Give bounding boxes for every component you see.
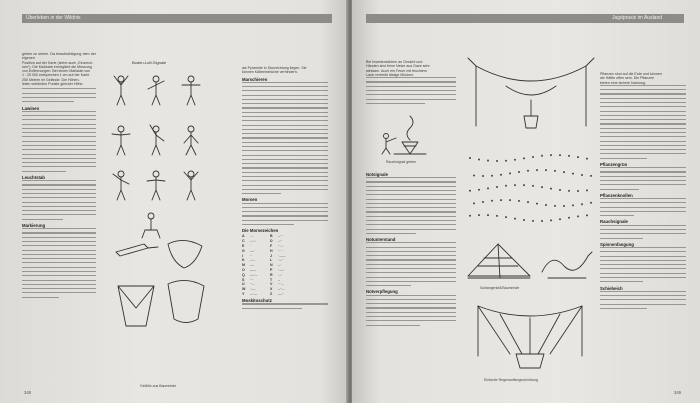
morse-code: –·	[278, 263, 282, 268]
signal-dot	[545, 169, 547, 171]
morse-letter: W	[242, 287, 246, 292]
signal-dot	[572, 173, 574, 175]
morse-letter: Z	[270, 292, 273, 297]
rind-vessel-1	[168, 240, 202, 268]
left-text-block	[22, 88, 96, 102]
signal-dot	[541, 155, 543, 157]
morse-code: ·––	[250, 287, 256, 292]
schiebeich-text	[600, 291, 686, 309]
left-intro-line: Position auf der Karte (siehe auch „Einzeich-	[22, 60, 94, 65]
right-column2-intro	[600, 72, 686, 85]
ground-air-signals-figure	[106, 64, 226, 374]
morse-letter: A	[242, 234, 245, 239]
morse-letter: R	[270, 272, 273, 277]
left-intro-line: von Entfernungen. Bei einem Maßstab von	[22, 69, 91, 74]
column3-intro-line: können Kälteeinbrüche verhindern.	[242, 70, 298, 75]
signal-dot	[563, 171, 565, 173]
morse-letter: Q	[242, 272, 245, 277]
figure-title-signals: Boden-Luft-Signale	[132, 60, 167, 65]
morse-letter: Y	[242, 292, 245, 297]
heading-spinnenfangung: Spinnenfangung	[600, 241, 634, 247]
morse-code: ––··	[278, 292, 285, 297]
right-intro-more	[366, 77, 456, 104]
pflanzenknollen-text	[600, 198, 686, 216]
signal-dot	[523, 157, 525, 159]
morse-code: ––	[250, 263, 254, 268]
notunterstand-text	[366, 242, 456, 286]
signal-dot	[541, 220, 543, 222]
signal-dot	[563, 205, 565, 207]
heading-notsignale: Notsignale	[366, 172, 388, 177]
heading-marschieren: Marschieren	[242, 76, 268, 82]
morse-letter: O	[242, 268, 245, 273]
heading-morsen: Morsen	[242, 197, 258, 203]
signal-dot	[572, 204, 574, 206]
heading-moskitoschutz: Moskitoschutz	[242, 298, 272, 304]
signal-dot	[590, 202, 592, 204]
heading-pflanzenknollen: Pflanzenknollen	[600, 192, 633, 198]
signal-dot	[581, 174, 583, 176]
signal-dot	[487, 187, 489, 189]
signal-figures	[112, 76, 200, 238]
shelter-sketch	[464, 236, 534, 284]
signal-dot	[541, 186, 543, 188]
morse-letter: C	[242, 239, 245, 244]
morse-letter: T	[270, 277, 273, 282]
marschieren-text	[242, 82, 328, 194]
rauchsignale-text	[600, 225, 686, 239]
morse-letter: P	[270, 268, 273, 273]
left-intro-text	[22, 52, 96, 86]
morse-letter: U	[242, 282, 245, 287]
knife-drawing	[116, 244, 158, 256]
morse-code: ··–	[250, 282, 255, 287]
right-col2-intro-line: bieten eine sichere Nahrung.	[600, 80, 646, 85]
signal-dot	[550, 154, 552, 156]
heading-rauchsignale: Rauchsignale	[600, 219, 628, 225]
signal-dot	[536, 169, 538, 171]
morse-code: –··	[278, 239, 283, 244]
signal-dot	[509, 172, 511, 174]
snake-sketch	[538, 242, 596, 282]
left-page	[0, 0, 348, 403]
signal-dot	[500, 199, 502, 201]
heading-notunterstand: Notunterstand	[366, 237, 396, 243]
caption-smoke-signal: Rauchsignal geben	[386, 160, 416, 164]
signal-dot	[500, 174, 502, 176]
heading-leuchtstab: Leuchtstab	[22, 174, 45, 180]
signal-dot	[487, 214, 489, 216]
signal-dot	[550, 188, 552, 190]
signal-dot	[550, 219, 552, 221]
signal-dot	[577, 156, 579, 158]
signal-dot	[514, 184, 516, 186]
signal-dot	[491, 200, 493, 202]
rain-catcher-figure	[470, 296, 590, 376]
left-intro-line: 1 : 25 000 entsprechen 1 cm auf der Karte	[22, 73, 90, 78]
morse-letter: I	[242, 253, 243, 258]
signal-dot	[581, 203, 583, 205]
column3-intro	[242, 66, 328, 75]
right-column-2	[600, 72, 686, 312]
signal-dot	[527, 170, 529, 172]
spinnenfangung-text	[600, 247, 686, 282]
tarp-shelter-figure	[466, 56, 596, 146]
right-page	[352, 0, 700, 403]
left-intro-line: gehen zu sehen. Da beaufsichtigung dem der eigenen	[22, 52, 96, 61]
morse-code: –	[278, 277, 280, 282]
morse-code: ·––·	[278, 268, 285, 273]
right-page-number: 349	[674, 390, 681, 395]
left-intro-line: 250 Metern im Gelände. Die Höhen-	[22, 77, 80, 82]
signal-dot	[559, 218, 561, 220]
right-column-1-lower	[366, 170, 456, 329]
right-column-1	[366, 60, 456, 107]
right-intro-line: Laub vertreibt lästige Mücken.	[366, 72, 414, 77]
caption-rain-catcher: Einfache Regenauffangvorrichtung	[484, 378, 538, 382]
morse-code: –··–	[278, 287, 285, 292]
signal-dot	[509, 199, 511, 201]
morse-code: ·–·	[278, 272, 283, 277]
signal-dot	[577, 190, 579, 192]
morse-code: ··–·	[278, 244, 284, 249]
morse-letter: L	[270, 258, 273, 263]
signal-dot	[496, 160, 498, 162]
signal-dot	[568, 155, 570, 157]
signal-dot	[532, 156, 534, 158]
morse-letter: N	[270, 263, 273, 268]
signal-dot	[505, 160, 507, 162]
right-col2-text	[600, 85, 686, 159]
signal-dot	[568, 190, 570, 192]
right-col2-intro-line: Pflanzen sind auf die Erde und können	[600, 72, 662, 76]
heading-markierung: Markierung	[22, 222, 46, 228]
morse-letter: B	[270, 234, 273, 239]
leuchtstab-text	[22, 180, 96, 220]
signal-dot	[527, 201, 529, 203]
morse-code: –·––	[250, 292, 258, 297]
morsen-text	[242, 203, 328, 226]
morse-code: –·–	[250, 258, 256, 263]
signal-dot	[482, 201, 484, 203]
morse-code: ––·	[250, 248, 256, 253]
figure-caption-rind: Gefäße aus Baumrinde	[140, 384, 177, 388]
right-intro-line: Händen sind feine Netze aus Gaze sehr	[366, 64, 430, 69]
morse-code: –––	[250, 268, 256, 273]
signal-dot	[559, 154, 561, 156]
signal-dot	[478, 214, 480, 216]
signal-dot	[478, 158, 480, 160]
morse-code: ·–––	[278, 253, 286, 258]
notsignale-text	[366, 177, 456, 234]
signal-dot	[518, 200, 520, 202]
right-intro-line: wirksam. Auch ein Feuer mit feuchtem	[366, 68, 427, 73]
lawinen-text	[22, 111, 96, 172]
morse-code: –·–·	[250, 239, 257, 244]
signal-dot	[577, 215, 579, 217]
markierung-text	[22, 228, 96, 298]
left-column-1	[22, 52, 96, 301]
morse-code: ––·–	[250, 272, 258, 277]
morse-letter: D	[270, 239, 273, 244]
signal-dot	[559, 189, 561, 191]
morse-letter: S	[242, 277, 245, 282]
morse-code: ·	[250, 244, 252, 249]
signal-dot	[514, 159, 516, 161]
morse-letter: X	[270, 287, 273, 292]
signal-dot	[554, 205, 556, 207]
right-page-header: Jagdpraxis im Ausland	[612, 15, 663, 21]
signal-dot	[478, 189, 480, 191]
morse-code: –···	[278, 234, 284, 239]
signal-dot	[487, 160, 489, 162]
heading-morsezeichen: Die Morsezeichen	[242, 228, 279, 234]
morse-letter: M	[242, 263, 245, 268]
signal-dot	[518, 171, 520, 173]
morse-code: ···	[250, 277, 254, 282]
signal-dot	[532, 220, 534, 222]
morse-code: ··	[250, 253, 253, 258]
signal-dot	[496, 186, 498, 188]
heading-schiebeich: Schiebeich	[600, 285, 623, 291]
morse-letter: E	[242, 244, 245, 249]
notverpflegung-text	[366, 295, 456, 326]
left-page-header: Überleben in der Wildnis	[26, 15, 81, 21]
morse-letter: J	[270, 253, 272, 258]
signal-dot	[505, 185, 507, 187]
signal-dot	[523, 219, 525, 221]
morse-letter: H	[270, 248, 273, 253]
moskitoschutz-text	[242, 303, 328, 308]
morse-code: ·–··	[278, 258, 284, 263]
morse-code: ·–	[250, 234, 254, 239]
signal-dot	[545, 204, 547, 206]
column3-intro-line: als Pyramide in Sturzrichtung liegen. Sie	[242, 66, 307, 70]
rind-vessel-3	[168, 280, 204, 322]
smoke-signal-figure	[364, 112, 456, 158]
left-page-number: 348	[24, 390, 31, 395]
heading-lawinen: Lawinen	[22, 105, 40, 111]
signal-dot	[590, 175, 592, 177]
signal-dot	[532, 185, 534, 187]
left-intro-line: nen“). Die Maßstab ermöglicht die Messung	[22, 64, 92, 69]
signal-dot	[554, 170, 556, 172]
signal-dot	[536, 203, 538, 205]
signal-dot	[469, 215, 471, 217]
signal-dot	[491, 175, 493, 177]
signal-dot	[496, 215, 498, 217]
morse-code-table	[242, 234, 328, 296]
signal-dot	[586, 158, 588, 160]
signal-dot	[482, 175, 484, 177]
signal-dot	[514, 218, 516, 220]
signal-dot	[469, 157, 471, 159]
signal-dot	[473, 202, 475, 204]
signal-dot	[469, 190, 471, 192]
signal-dot	[586, 214, 588, 216]
left-column-3	[242, 66, 328, 312]
pflanzengruen-text	[600, 167, 686, 190]
heading-pflanzengruen: Pflanzengrün	[600, 161, 628, 167]
caption-shelter: Schlangenbiß/Baumrinde	[480, 286, 520, 290]
signal-dot	[568, 217, 570, 219]
morse-letter: V	[270, 282, 273, 287]
right-col2-intro-line: die Hälfte offen sein. Die Pflanzen	[600, 76, 655, 81]
right-intro-text	[366, 60, 456, 77]
left-intro-line: linien verbinden Punkte gleicher Höhe.	[22, 82, 84, 87]
morse-letter: K	[242, 258, 245, 263]
dot-signal-pattern	[464, 150, 594, 230]
signal-dot	[473, 175, 475, 177]
morse-code: ····	[278, 248, 283, 253]
rind-vessel-2	[118, 286, 154, 326]
signal-dot	[586, 189, 588, 191]
morse-letter: G	[242, 248, 245, 253]
signal-dot	[505, 216, 507, 218]
heading-notverpflegung: Notverpflegung	[366, 289, 398, 295]
morse-code: ···–	[278, 282, 284, 287]
right-intro-line: Bei Insektenstichen an Gesicht und	[366, 60, 423, 64]
signal-dot	[523, 184, 525, 186]
morse-letter: F	[270, 244, 273, 249]
